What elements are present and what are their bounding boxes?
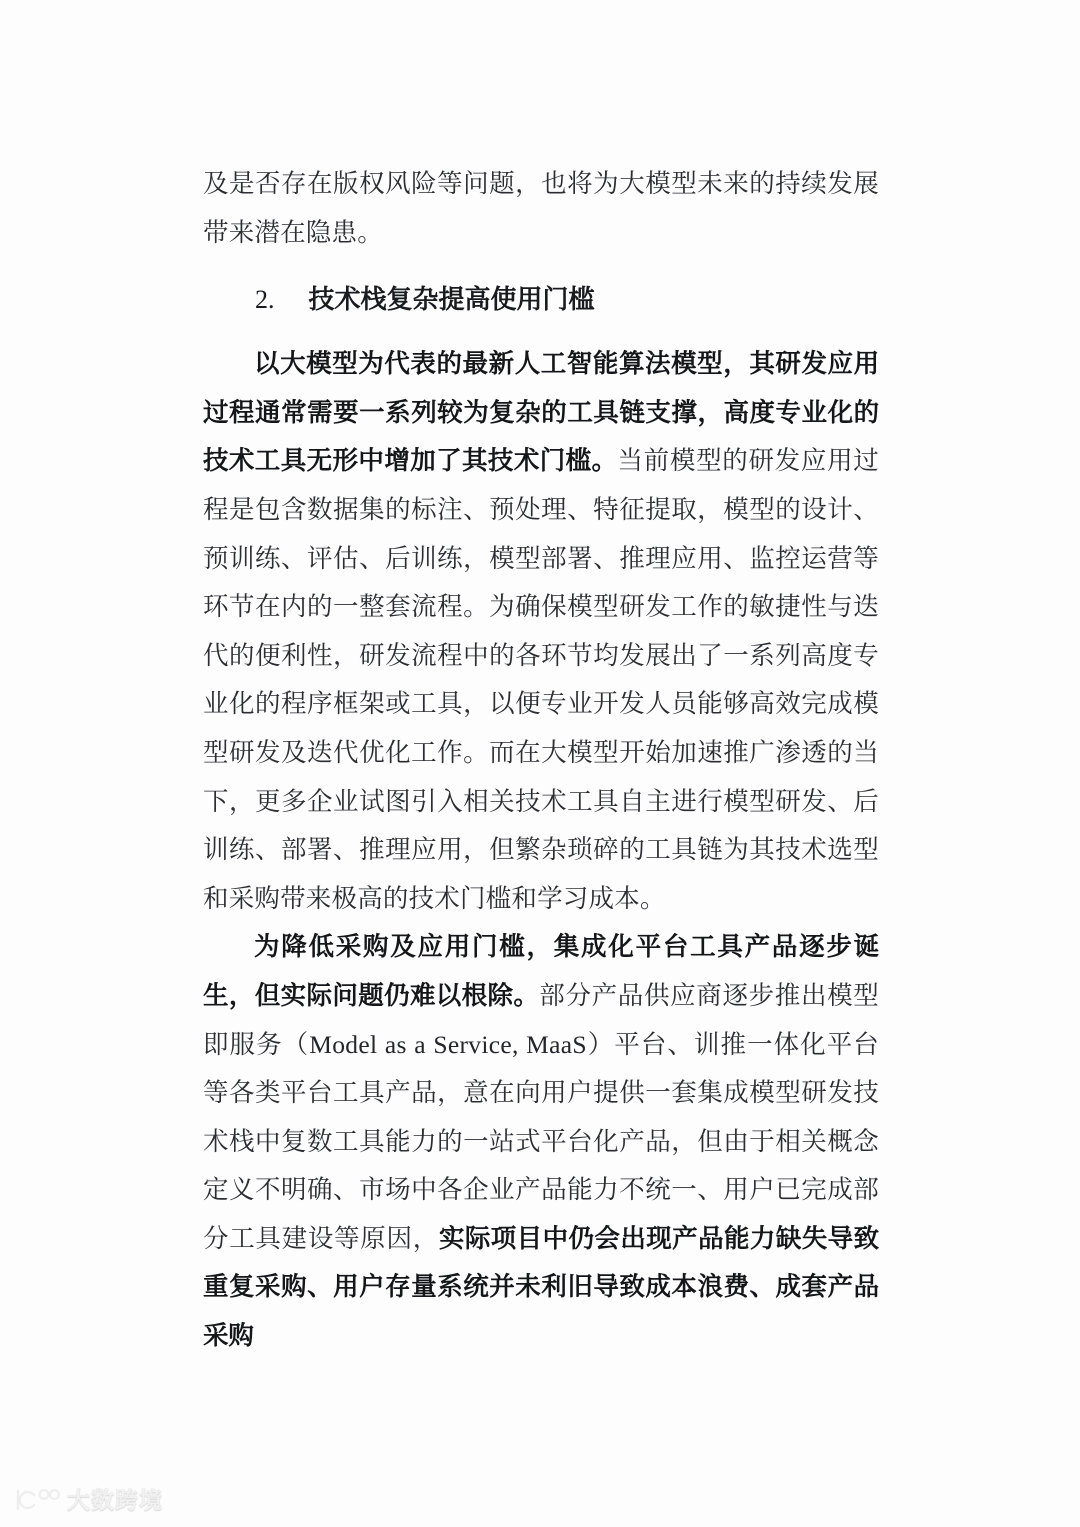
paragraph-1-bold-lead: 以大模型为代表的最新人工智能算法模型，其研发应用过程通常需要一系列较为复杂的工具链支撑，高度专业化的技术工具无形中增加了其技术门槛。 bbox=[203, 350, 879, 476]
paragraph-1-body: 当前模型的研发应用过程是包含数据集的标注、预处理、特征提取，模型的设计、预训练、评估、后训练，模型部署、推理应用、监控运营等环节在内的一整套流程。为确保模型研发工作的敏捷性与迭代的便利性，研发流程中的各环节均发展出了一系列高度专业化的程序框架或工具，以便专业开发人员能够高效完成模型研发及迭代优化工作。而在大模型开始加速推广渗透的当下，更多企业试图引入相关技术工具自主进行模型研发、后训练、部署、推理应用，但繁杂琐碎的工具链为其技术选型和采购带来极高的技术门槛和学习成本。 bbox=[203, 446, 879, 913]
paragraph-2-bold-tail: 实际项目中仍会出现产品能力缺失导致重复采购、用户存量系统并未利旧导致成本浪费、成套产品采购 bbox=[203, 1224, 879, 1351]
paragraph-2-body-part-1: 部分产品供应商逐步推出模型即服务（ bbox=[203, 980, 879, 1059]
continued-paragraph bbox=[203, 160, 879, 257]
section-heading-number: 2. bbox=[255, 285, 275, 315]
document-content bbox=[203, 160, 879, 1361]
paragraph-technology-stack bbox=[203, 340, 879, 923]
watermark-brand-text: 大数跨境 bbox=[67, 1487, 163, 1513]
paragraph-2-bold-lead: 为降低采购及应用门槛，集成化平台工具产品逐步诞生，但实际问题仍难以根除。 bbox=[203, 933, 879, 1010]
paragraph-2-latin-term: Model as a Service, MaaS bbox=[309, 1029, 587, 1059]
paragraph-platform-products bbox=[203, 923, 879, 1360]
section-heading-title: 技术栈复杂提高使用门槛 bbox=[308, 284, 595, 315]
section-heading bbox=[203, 257, 879, 340]
continued-paragraph-text: 及是否存在版权风险等问题，也将为大模型未来的持续发展带来潜在隐患。 bbox=[203, 169, 879, 247]
paragraph-2-body-part-2: ）平台、训推一体化平台等各类平台工具产品，意在向用户提供一套集成模型研发技术栈中复数工具能力的一站式平台化产品，但由于相关概念定义不明确、市场中各企业产品能力不统一、用户已完成部分工具建设等原因， bbox=[203, 1029, 880, 1253]
